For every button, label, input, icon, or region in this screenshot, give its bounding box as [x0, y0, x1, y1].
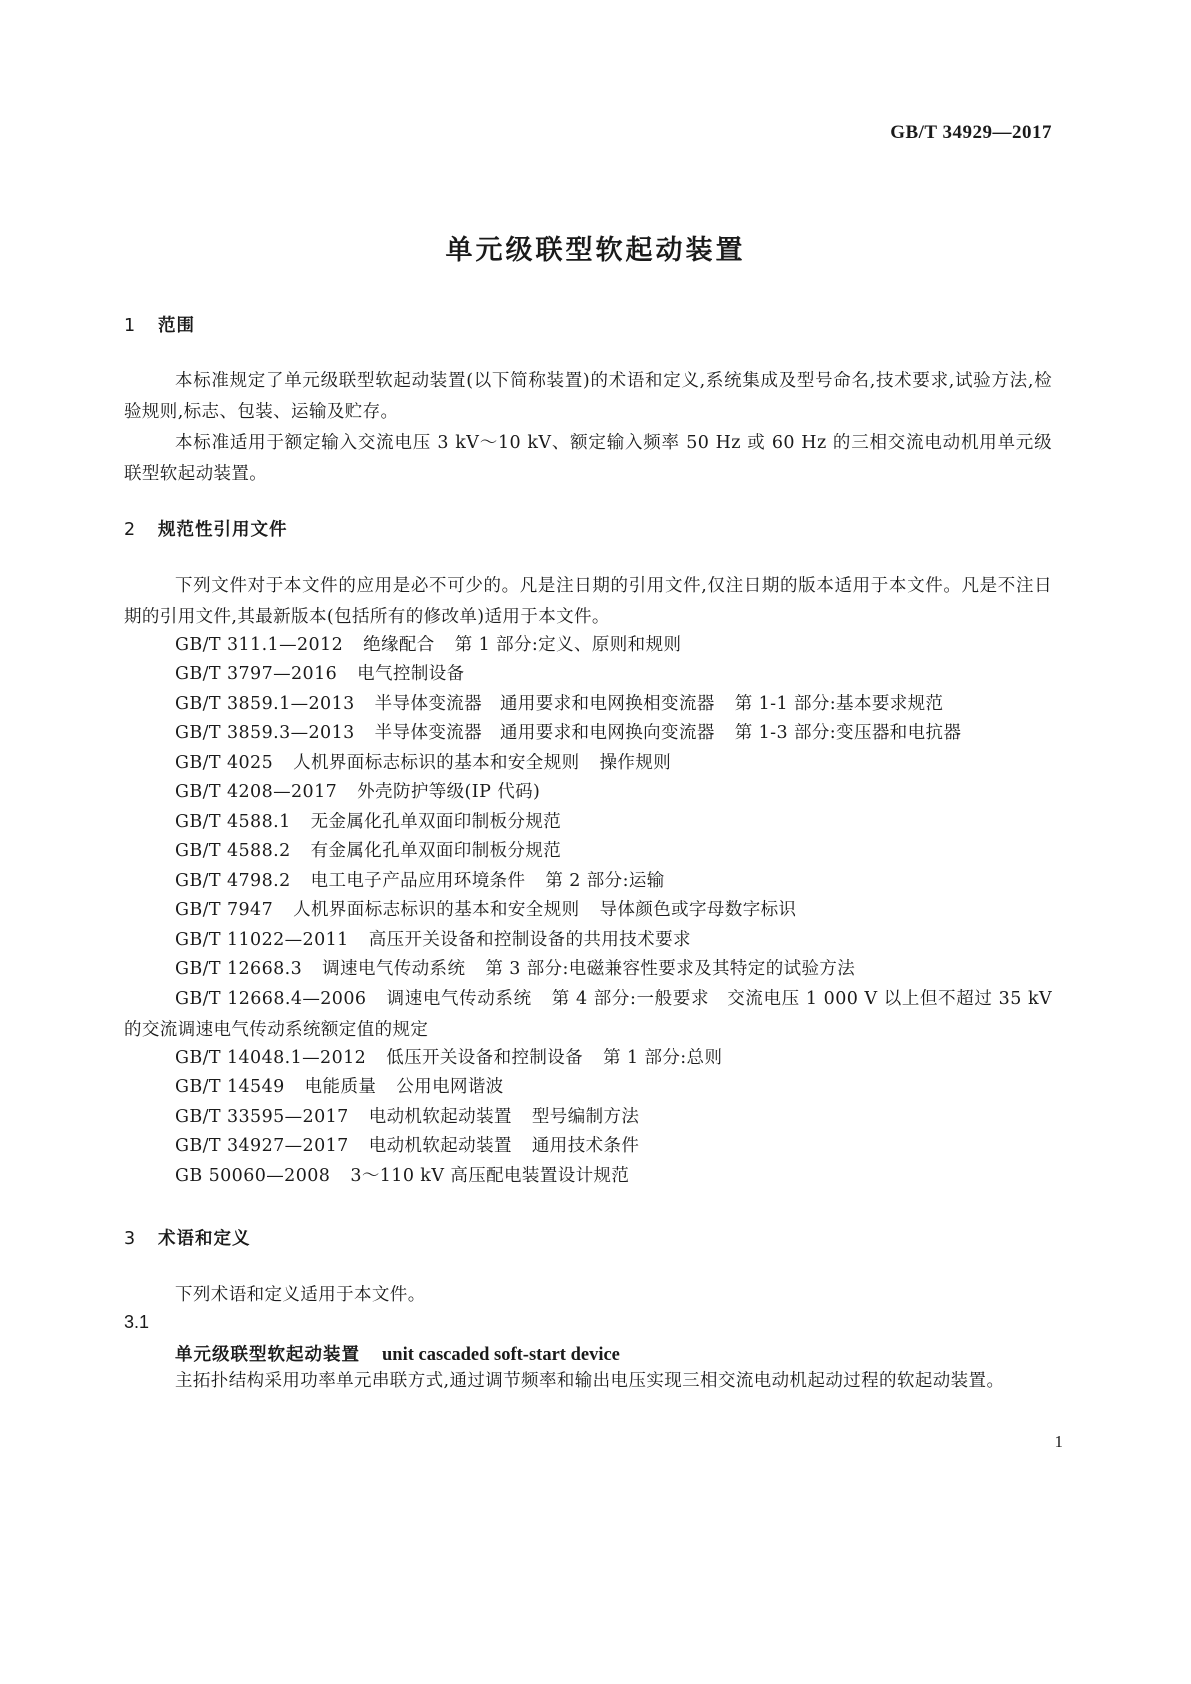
section-title: 范围: [158, 316, 195, 336]
section-number: 2: [124, 520, 137, 540]
reference-item: GB/T 4588.2 有金属化孔单双面印制板分规范: [175, 841, 562, 861]
section-number: 1: [124, 316, 137, 336]
term-chinese: 单元级联型软起动装置: [175, 1345, 360, 1365]
reference-item: GB/T 3859.3—2013 半导体变流器 通用要求和电网换向变流器 第 1-3 部分:变压器和电抗器: [175, 723, 962, 743]
standard-code: GB/T 34929—2017: [890, 122, 1052, 143]
clause-number: 3.1: [124, 1312, 150, 1332]
section-1-heading: [124, 312, 195, 337]
reference-item: GB/T 3859.1—2013 半导体变流器 通用要求和电网换相变流器 第 1-1 部分:基本要求规范: [175, 694, 944, 714]
paragraph: 本标准规定了单元级联型软起动装置(以下简称装置)的术语和定义,系统集成及型号命名,技术要求,试验方法,检验规则,标志、包装、运输及贮存。: [124, 371, 1052, 422]
reference-item: GB/T 12668.3 调速电气传动系统 第 3 部分:电磁兼容性要求及其特定的试验方法: [175, 959, 856, 979]
paragraph: 本标准适用于额定输入交流电压 3 kV～10 kV、额定输入频率 50 Hz 或 60 Hz 的三相交流电动机用单元级联型软起动装置。: [124, 433, 1052, 484]
reference-item: GB/T 12668.4—2006 调速电气传动系统 第 4 部分:一般要求 交流电压 1 000 V 以上但不超过 35 kV 的交流调速电气传动系统额定值的规定: [124, 989, 1052, 1040]
reference-item: GB/T 7947 人机界面标志标识的基本和安全规则 导体颜色或字母数字标识: [175, 900, 797, 920]
section-3-heading: [124, 1225, 251, 1250]
section-number: 3: [124, 1229, 137, 1249]
term-definition: 主拓扑结构采用功率单元串联方式,通过调节频率和输出电压实现三相交流电动机起动过程的软起动装置。: [175, 1371, 1005, 1391]
page-number: 1: [1054, 1432, 1063, 1451]
section-2-heading: [124, 516, 288, 541]
reference-item: GB/T 34927—2017 电动机软起动装置 通用技术条件: [175, 1136, 640, 1156]
reference-item: GB 50060—2008 3～110 kV 高压配电装置设计规范: [175, 1166, 630, 1186]
term-entry: [175, 1341, 620, 1366]
reference-item: GB/T 4798.2 电工电子产品应用环境条件 第 2 部分:运输: [175, 871, 665, 891]
paragraph: 下列术语和定义适用于本文件。: [175, 1285, 426, 1305]
section-title: 术语和定义: [158, 1229, 251, 1249]
reference-item: GB/T 311.1—2012 绝缘配合 第 1 部分:定义、原则和规则: [175, 635, 682, 655]
reference-item: GB/T 4208—2017 外壳防护等级(IP 代码): [175, 782, 541, 802]
reference-item: GB/T 4588.1 无金属化孔单双面印制板分规范: [175, 812, 562, 832]
document-title: 单元级联型软起动装置: [445, 235, 746, 266]
reference-item: GB/T 3797—2016 电气控制设备: [175, 664, 465, 684]
reference-item: GB/T 14549 电能质量 公用电网谐波: [175, 1077, 504, 1097]
reference-item: GB/T 11022—2011 高压开关设备和控制设备的共用技术要求: [175, 930, 691, 950]
section-title: 规范性引用文件: [158, 520, 288, 540]
reference-item: GB/T 4025 人机界面标志标识的基本和安全规则 操作规则: [175, 753, 672, 773]
term-english: unit cascaded soft-start device: [382, 1345, 620, 1365]
paragraph: 下列文件对于本文件的应用是必不可少的。凡是注日期的引用文件,仅注日期的版本适用于本文件。凡是不注日期的引用文件,其最新版本(包括所有的修改单)适用于本文件。: [124, 576, 1052, 627]
reference-item: GB/T 33595—2017 电动机软起动装置 型号编制方法: [175, 1107, 640, 1127]
reference-item: GB/T 14048.1—2012 低压开关设备和控制设备 第 1 部分:总则: [175, 1048, 723, 1068]
